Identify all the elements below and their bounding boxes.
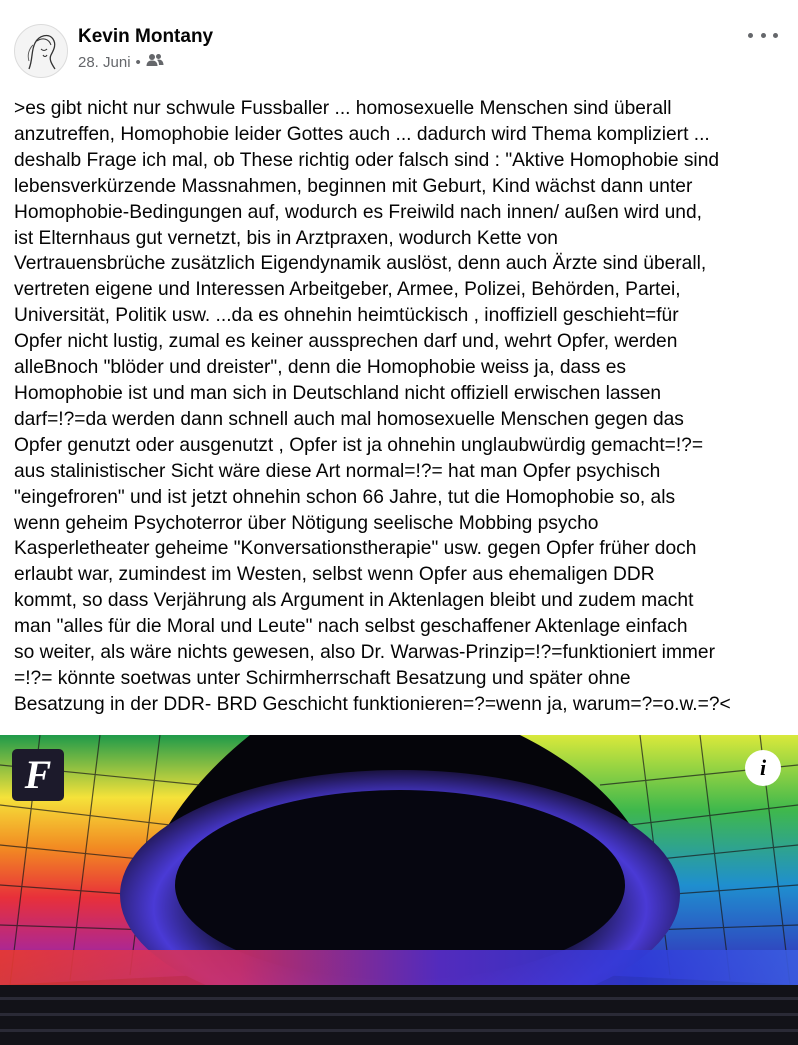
logo-letter: F xyxy=(24,752,52,797)
info-button[interactable] xyxy=(745,750,781,786)
post-header xyxy=(0,0,798,90)
post-image[interactable] xyxy=(0,735,798,1045)
meta-separator: • xyxy=(135,53,141,71)
info-icon: i xyxy=(759,755,767,780)
post-date[interactable]: 28. Juni xyxy=(78,53,131,71)
stadium-rainbow-image xyxy=(0,735,798,1045)
avatar[interactable] xyxy=(14,24,68,78)
friends-icon[interactable] xyxy=(146,53,164,72)
author-name[interactable]: Kevin Montany xyxy=(78,26,214,47)
post-meta xyxy=(78,53,164,72)
post-text: >es gibt nicht nur schwule Fussballer ... homosexuelle Menschen sind überall anzutreffen, Homophobie leider Gottes auch ... dadurch wird Thema kompliziert ... deshalb Frage ich mal, ob These richtig oder falsch sind : "Aktive Homophobie sind lebensverkürzende Massnahmen, beginnen mit Geburt, Kind wächst dann unter Homophobie-Bedingungen auf, wodurch es Freiwild nach innen/ außen wird und, ist Elternhaus gut vernetzt, bis in Arztpraxen, wodurch Kette von Vertrauensbrüche zusätzlich Eigendynamik auslöst, denn auch Ärzte sind überall, vertreten eigene und Interessen Arbeitgeber, Armee, Polizei, Behörden, Partei, Universität, Politik usw. ...da es ohnehin heimtückisch , inoffiziell geschieht=für Opfer nicht lustig, zumal es keiner aussprechen darf und, wehrt Opfer, werden alleBnoch "blöder und dreister", denn die Homophobie weiss ja, dass es Homophobie ist und man sich in Deutschland nicht offiziell erwischen lassen darf=!?=da werden dann schnell auch mal homosexuelle Menschen gegen das Opfer genutzt oder ausgenutzt , Opfer ist ja ohnehin unglaubwürdig gemacht=!?= aus stalinistischer Sicht wäre diese Art normal=!?= hat man Opfer psychisch "eingefroren" und ist jetzt ohnehin schon 66 Jahre, tut die Homophobie so, als wenn geheim Psychoterror über Nötigung seelische Mobbing psycho Kasperletheater geheime "Konversationstherapie" usw. gegen Opfer früher doch erlaubt war, zumindest im Westen, selbst wenn Opfer aus ehemaligen DDR kommt, so dass Verjährung als Argument in Aktenlagen bleibt und zudem macht man "alles für die Moral und Leute" nach selbst geschaffener Aktenlage einfach so weiter, als wäre nichts gewesen, also Dr. Warwas-Prinzip=!?=funktioniert immer =!?= könnte soetwas unter Schirmherrschaft Besatzung und später ohne Besatzung in der DDR- BRD Geschicht funktionieren=?=wenn ja, warum=?=o.w.=?< xyxy=(14,98,731,715)
more-options-icon[interactable] xyxy=(748,28,778,42)
publisher-logo[interactable] xyxy=(12,749,64,801)
